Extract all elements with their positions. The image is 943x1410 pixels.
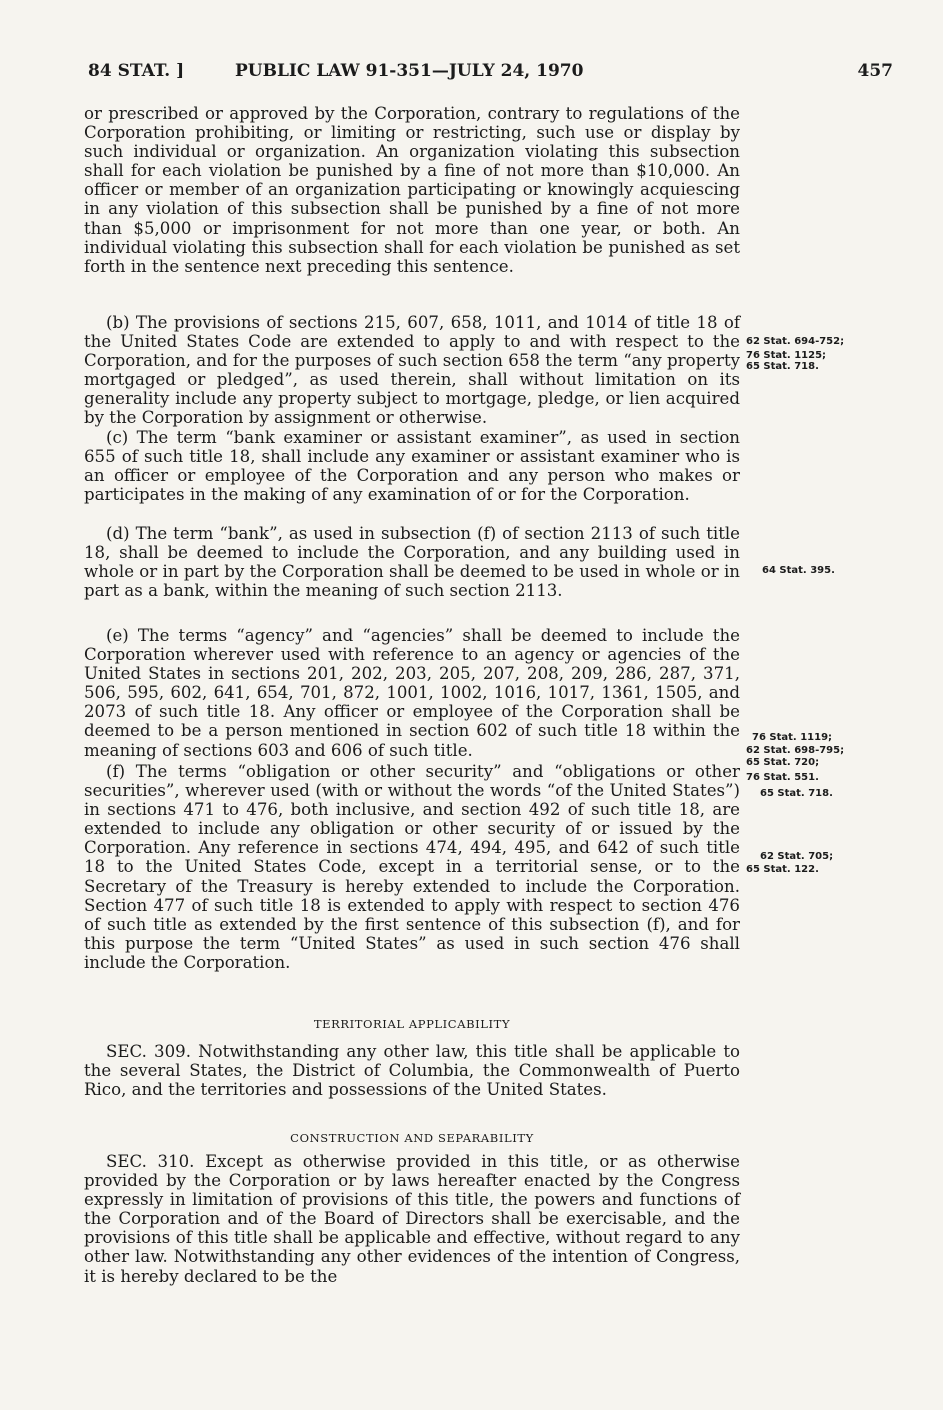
- main-text-column: [84, 104, 740, 1286]
- section-310-text: SEC. 310. Except as otherwise provided in this title, or as otherwise provided by the Corporation or by laws hereafter enacted by the Congress expressly in limitation of provisions of this title, the powers and functions of the Corporation and of the Board of Directors shall be exercisable, and the provisions of this title shall be applicable and effective, without regard to any other law. Notwithstanding any other evidences of the intention of Congress, it is hereby declared to be the: [84, 1152, 740, 1286]
- margin-note: 76 Stat. 1125;: [746, 350, 827, 361]
- stat-volume: 84 STAT. ]: [88, 61, 185, 81]
- margin-note: 64 Stat. 395.: [762, 565, 835, 576]
- section-309-text: SEC. 309. Notwithstanding any other law, this title shall be applicable to the several States, the District of Columbia, the Commonwealth of Puerto Rico, and the territories and possessions of the United States.: [84, 1042, 740, 1100]
- paragraph-c: (c) The term “bank examiner or assistant examiner”, as used in section 655 of such title 18, shall include any examiner or assistant examiner who is an officer or employee of the Corporation and any person who makes or participates in the making of any examination of or for the Corporation.: [84, 428, 740, 505]
- section-heading-territorial: TERRITORIAL APPLICABILITY: [313, 1017, 511, 1031]
- margin-note: 62 Stat. 694-752;: [746, 336, 845, 347]
- paragraph-b: (b) The provisions of sections 215, 607, 658, 1011, and 1014 of title 18 of the United States Code are extended to apply to and with respect to the Corporation, and for the purposes of such section 658 the term “any property mortgaged or pledged”, as used therein, shall without limitation on its generality include any property subject to mortgage, pledge, or lien acquired by the Corporation by assignment or otherwise.: [84, 313, 740, 428]
- law-title: PUBLIC LAW 91-351—JULY 24, 1970: [235, 61, 584, 81]
- margin-note: 76 Stat. 1119;: [752, 732, 833, 743]
- margin-note: 65 Stat. 718.: [760, 788, 833, 799]
- paragraph-e: (e) The terms “agency” and “agencies” shall be deemed to include the Corporation wherever used with reference to an agency or agencies of the United States in sections 201, 202, 203, 205, 207, 208, 209, 286, 287, 371, 506, 595, 602, 641, 654, 701, 872, 1001, 1002, 1016, 1017, 1361, 1505, and 2073 of such title 18. Any officer or employee of the Corporation shall be deemed to be a person mentioned in section 602 of such title 18 within the meaning of sections 603 and 606 of such title.: [84, 626, 740, 760]
- margin-note: 65 Stat. 122.: [746, 864, 819, 875]
- paragraph-continued: or prescribed or approved by the Corporation, contrary to regulations of the Corporation prohibiting, or limiting or restricting, such use or display by such individual or organization. An organization violating this subsection shall for each violation be punished by a fine of not more than $10,000. An officer or member of an organization participating or knowingly acquiescing in any violation of this subsection shall be punished by a fine of not more than $5,000 or imprisonment for not more than one year, or both. An individual violating this subsection shall for each violation be punished as set forth in the sentence next preceding this sentence.: [84, 104, 740, 276]
- paragraph-f: (f) The terms “obligation or other security” and “obligations or other securities”, wherever used (with or without the words “of the United States”) in sections 471 to 476, both inclusive, and section 492 of such title 18, are extended to include any obligation or other security of or issued by the Corporation. Any reference in sections 474, 494, 495, and 642 of such title 18 to the United States Code, except in a territorial sense, or to the Secretary of the Treasury is hereby extended to include the Corporation. Section 477 of such title 18 is extended to apply with respect to section 476 of such title as extended by the first sentence of this subsection (f), and for this purpose the term “United States” as used in such section 476 shall include the Corporation.: [84, 762, 740, 972]
- margin-note: 76 Stat. 551.: [746, 772, 819, 783]
- page-number: 457: [857, 61, 893, 81]
- page-header: [88, 61, 893, 85]
- paragraph-d: (d) The term “bank”, as used in subsection (f) of section 2113 of such title 18, shall be deemed to include the Corporation, and any building used in whole or in part by the Corporation shall be deemed to be used in whole or in part as a bank, within the meaning of such section 2113.: [84, 524, 740, 601]
- margin-note: 65 Stat. 718.: [746, 361, 819, 372]
- section-heading-construction: CONSTRUCTION AND SEPARABILITY: [290, 1131, 534, 1145]
- margin-note: 62 Stat. 705;: [760, 851, 834, 862]
- margin-note: 65 Stat. 720;: [746, 757, 820, 768]
- margin-note: 62 Stat. 698-795;: [746, 745, 845, 756]
